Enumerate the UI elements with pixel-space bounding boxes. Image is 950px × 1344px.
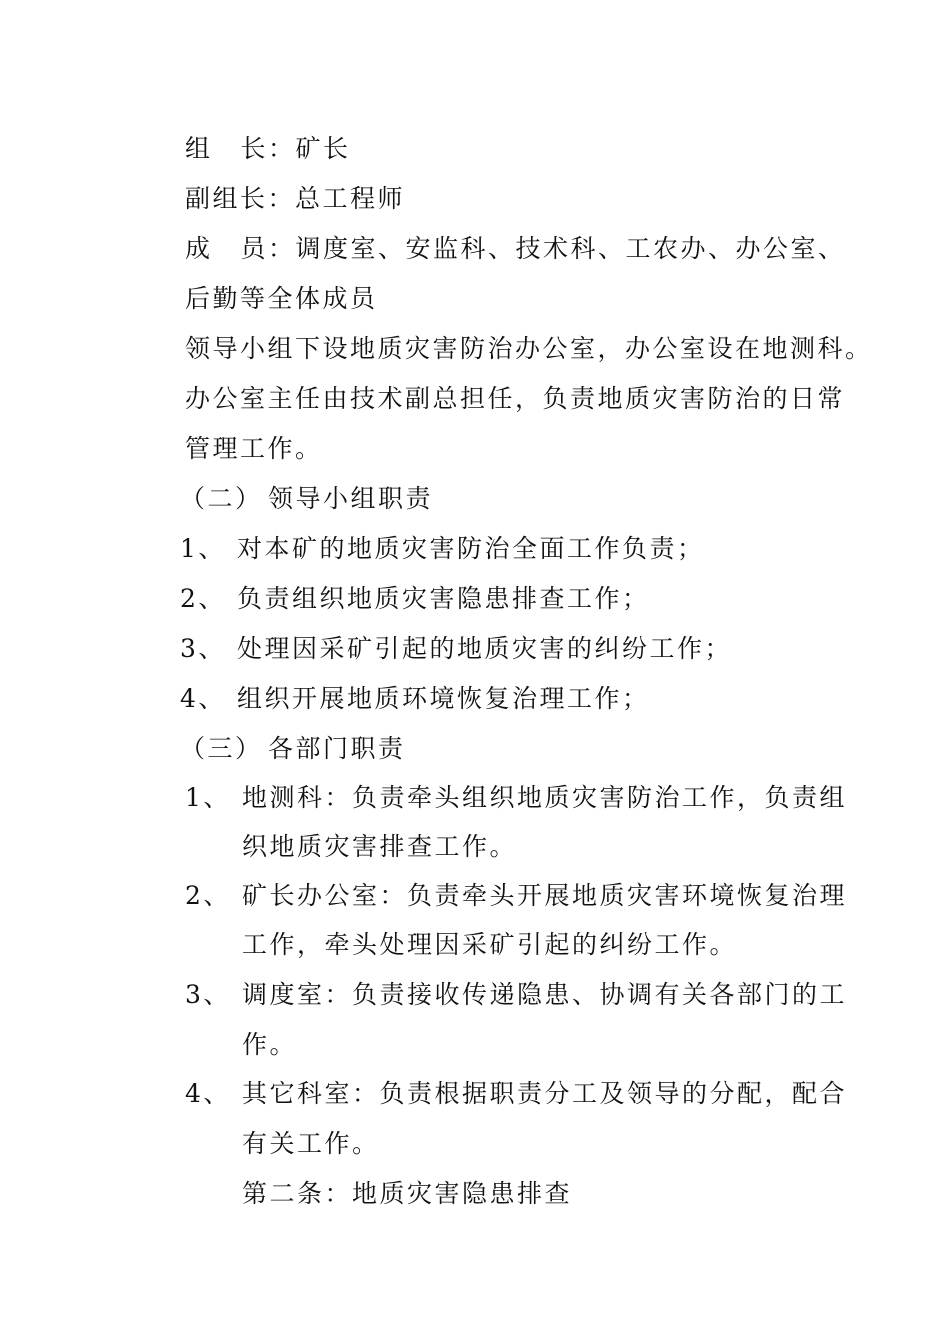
- leader-line: [185, 134, 351, 164]
- office-paragraph-line-1: 领导小组下设地质灾害防治办公室，办公室设在地测科。: [185, 334, 873, 363]
- section-three-item-3-number: 3、: [185, 980, 231, 1009]
- section-three-item-3-line-2: 作。: [242, 1030, 298, 1059]
- members-line: [185, 234, 846, 264]
- member-label-2: 员：: [240, 234, 296, 263]
- deputy-label: 副组长：: [185, 184, 296, 213]
- section-two-item-3-text: 处理因采矿引起的地质灾害的纠纷工作；: [237, 634, 733, 663]
- section-three-item-4-number: 4、: [185, 1079, 231, 1108]
- section-three-heading-text: 各部门职责: [268, 734, 406, 763]
- deputy-value: 总工程师: [295, 184, 406, 213]
- section-two-item-1-text: 对本矿的地质灾害防治全面工作负责；: [237, 534, 705, 563]
- section-two-item-2-text: 负责组织地质灾害隐患排查工作；: [237, 584, 650, 613]
- section-two-item-3-number: 3、: [180, 634, 226, 663]
- leader-label-2: 长：: [240, 134, 296, 163]
- leader-value: 矿长: [295, 134, 351, 163]
- section-three-heading-number: （三）: [180, 734, 263, 763]
- section-three-item-2-number: 2、: [185, 881, 231, 910]
- section-two-heading-number: （二）: [180, 484, 263, 513]
- section-two-item-4-text: 组织开展地质环境恢复治理工作；: [237, 684, 650, 713]
- section-three-item-4-line-2: 有关工作。: [242, 1129, 380, 1158]
- section-three-item-4-line-1: 其它科室：负责根据职责分工及领导的分配，配合: [242, 1079, 848, 1108]
- section-two-item-1-number: 1、: [180, 534, 226, 563]
- section-three-item-3-line-1: 调度室：负责接收传递隐患、协调有关各部门的工: [242, 980, 848, 1009]
- section-two-heading-text: 领导小组职责: [268, 484, 434, 513]
- section-three-item-1-line-1: 地测科：负责牵头组织地质灾害防治工作，负责组: [242, 783, 848, 812]
- section-three-item-2-line-1: 矿长办公室：负责牵头开展地质灾害环境恢复治理: [242, 881, 848, 910]
- member-label: 成: [185, 234, 213, 263]
- member-value-line1: 调度室、安监科、技术科、工农办、办公室、: [295, 234, 846, 263]
- leader-label: 组: [185, 134, 213, 163]
- office-paragraph-line-2: 办公室主任由技术副总担任，负责地质灾害防治的日常: [185, 384, 846, 413]
- section-three-item-2-line-2: 工作，牵头处理因采矿引起的纠纷工作。: [242, 930, 738, 959]
- members-line-2: 后勤等全体成员: [185, 284, 378, 313]
- deputy-leader-line: [185, 184, 405, 214]
- section-two-item-4-number: 4、: [180, 684, 226, 713]
- section-three-item-1-number: 1、: [185, 783, 231, 812]
- section-three-item-1-line-2: 织地质灾害排查工作。: [242, 832, 518, 861]
- office-paragraph-line-3: 管理工作。: [185, 434, 323, 463]
- article-two-title: 第二条：地质灾害隐患排查: [242, 1179, 573, 1208]
- section-two-item-2-number: 2、: [180, 584, 226, 613]
